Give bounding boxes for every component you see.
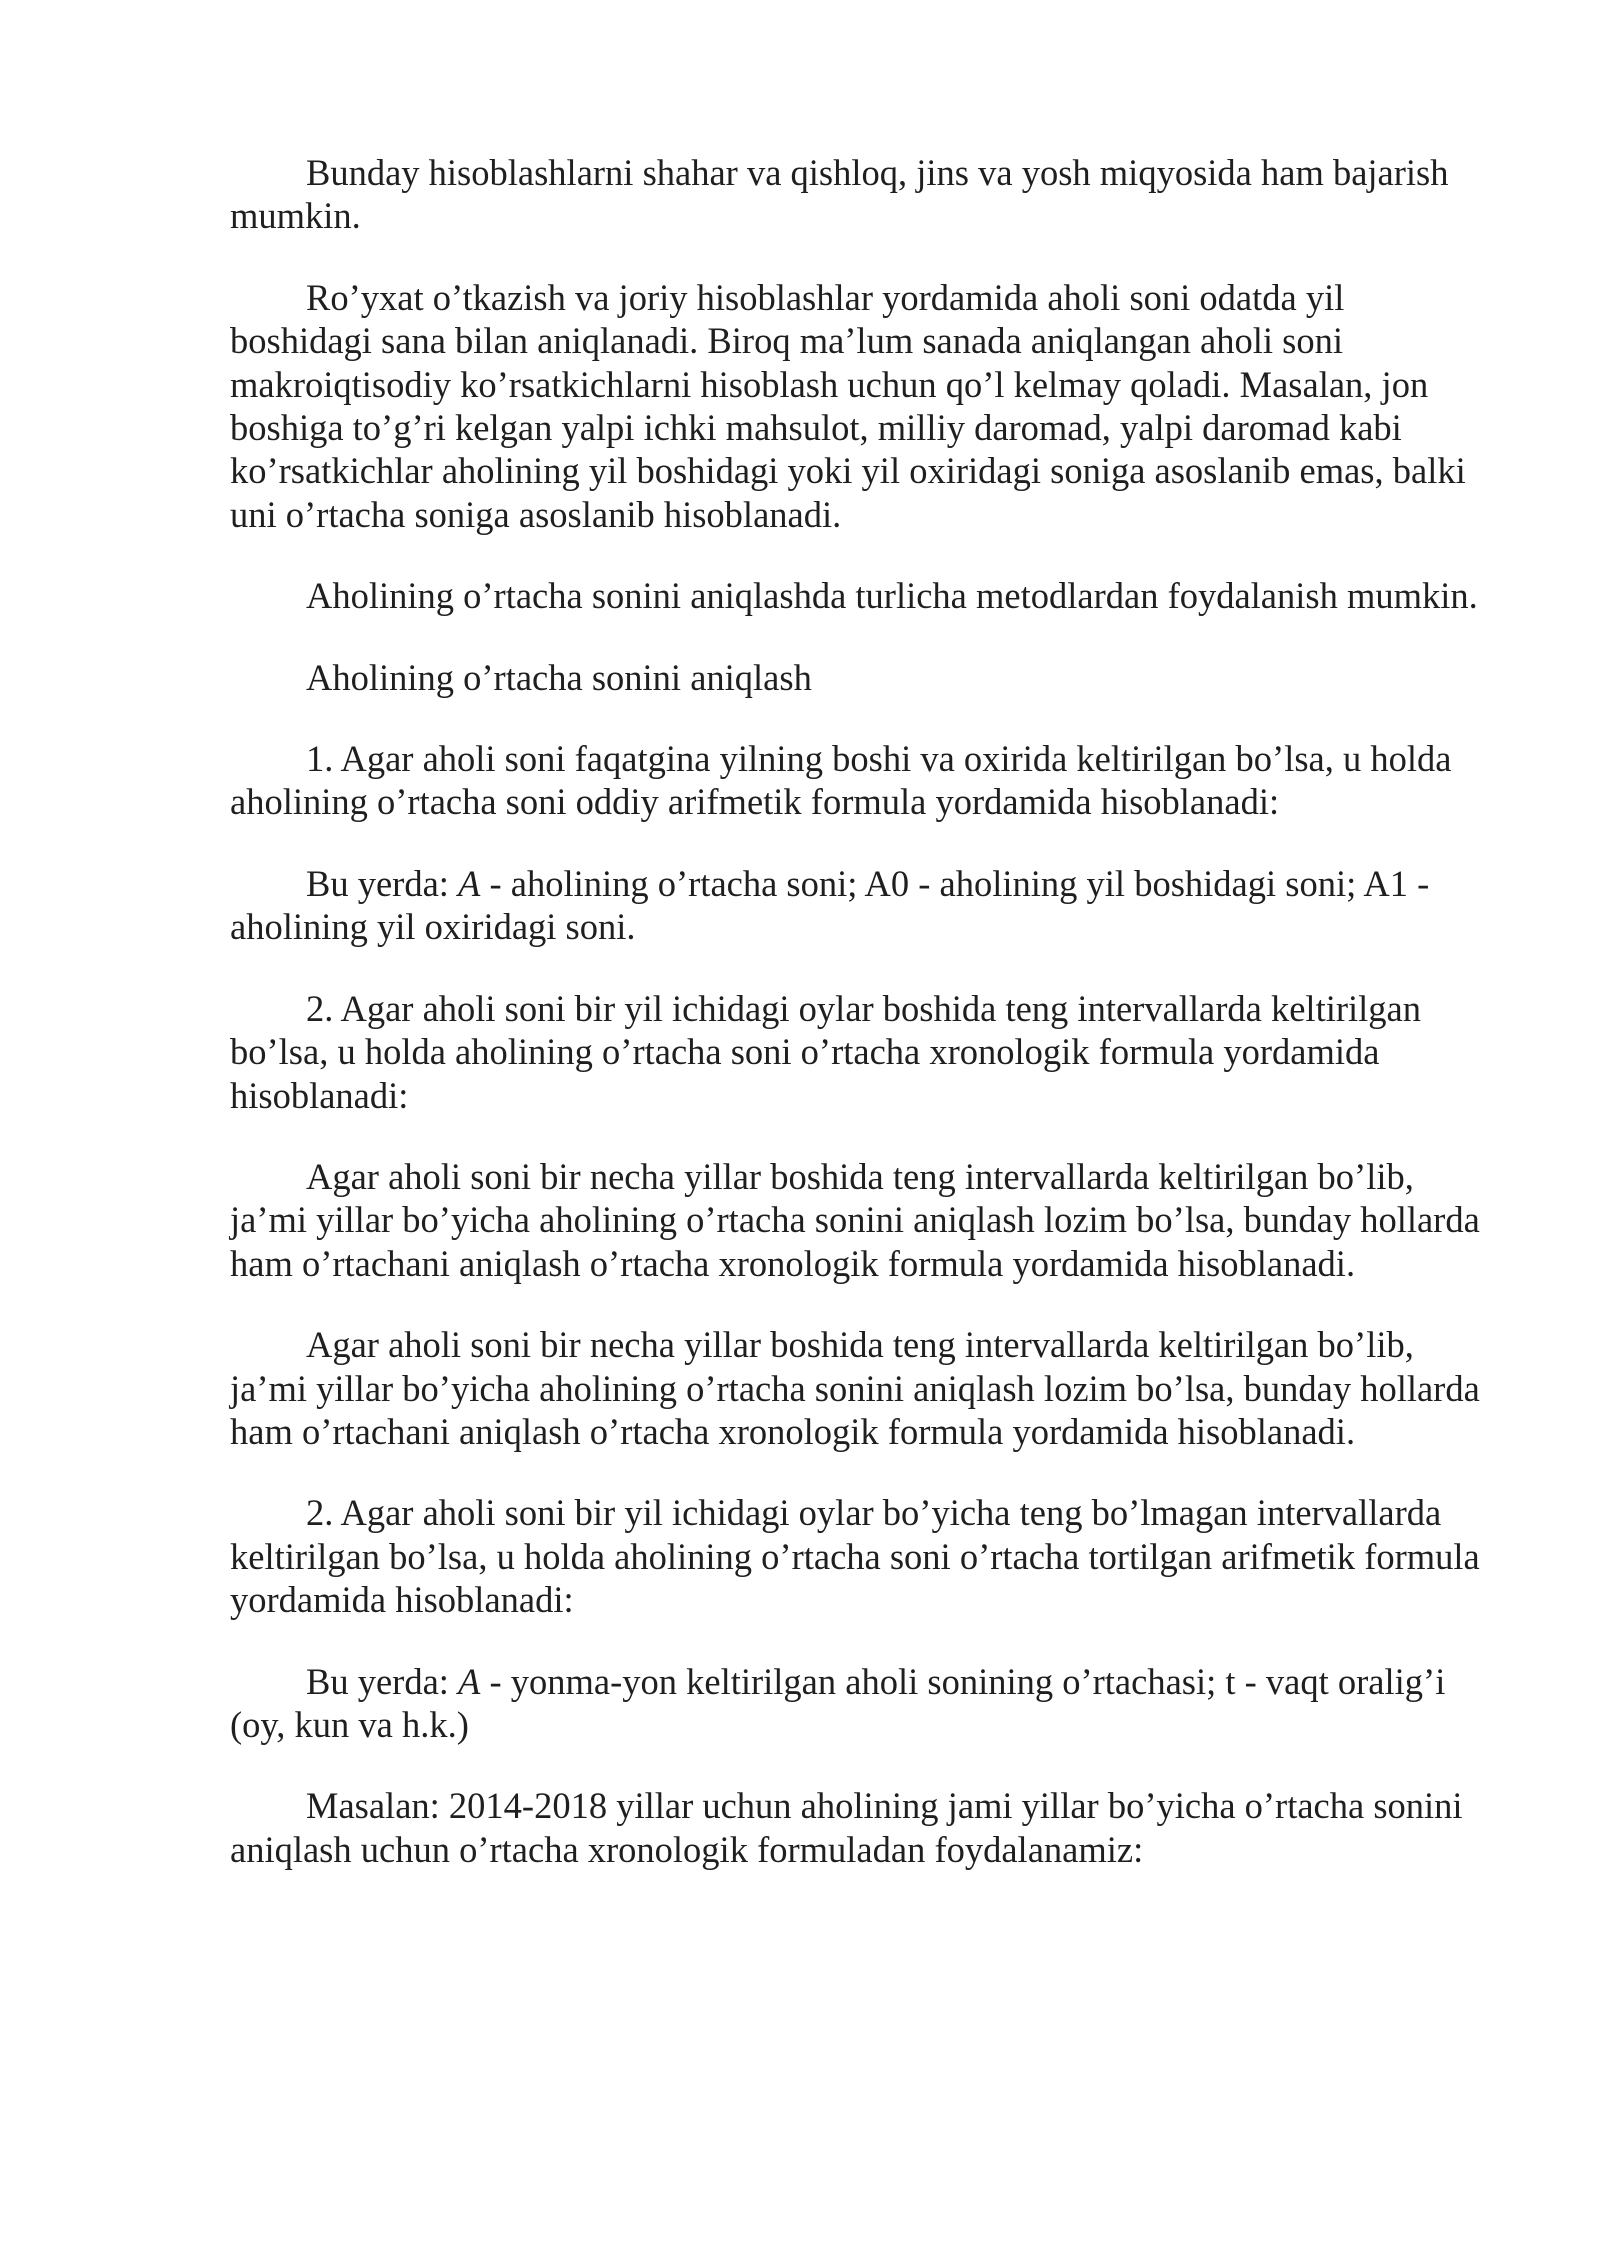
paragraph-text: Ro’yxat o’tkazish va joriy hisoblashlar yordamida aholi soni odatda yil boshidagi sana bilan aniqlanadi. Biroq ma’lum sanada aniqlangan aholi soni makroiqtisodiy ko’rsatkichlarni hisoblash uchun qo’l kelmay qoladi. Masalan, jon boshiga to’g’ri kelgan yalpi ichki mahsulot, milliy daromad, yalpi daromad kabi ko’rsatkichlar aholining yil boshidagi yoki yil oxiridagi soniga asoslanib emas, balki uni o’rtacha soniga asoslanib hisoblanadi.: [230, 276, 1466, 535]
paragraph-text: Bunday hisoblashlarni shahar va qishloq, jins va yosh miqyosida ham bajarish mumkin.: [230, 152, 1449, 237]
formula-symbol: A: [458, 862, 481, 904]
paragraph-text: Aholining o’rtacha sonini aniqlashda turlicha metodlardan foydalanish mumkin.: [306, 575, 1478, 617]
paragraph-text: 2. Agar aholi soni bir yil ichidagi oylar bo’yicha teng bo’lmagan intervallarda keltirilgan bo’lsa, u holda aholining o’rtacha soni o’rtacha tortilgan arifmetik formula yordamida hisoblanadi:: [230, 1492, 1480, 1621]
paragraph-2: [230, 276, 1492, 536]
paragraph-text: - aholining o’rtacha soni; A0 - aholining yil boshidagi soni; A1 - aholining yil oxiridagi soni.: [230, 862, 1430, 948]
paragraph-3: [230, 574, 1492, 617]
paragraph-prefix: Bu yerda:: [306, 1660, 459, 1702]
formula-symbol: A: [458, 1660, 481, 1702]
paragraph-10: [230, 1491, 1492, 1621]
paragraph-1: [230, 151, 1492, 238]
paragraph-text: Agar aholi soni bir necha yillar boshida teng intervallarda keltirilgan bo’lib, ja’mi yillar bo’yicha aholining o’rtacha sonini aniqlash lozim bo’lsa, bunday hollarda ham o’rtachani aniqlash o’rtacha xronologik formula yordamida hisoblanadi.: [230, 1155, 1480, 1284]
section-heading: [230, 656, 1492, 699]
paragraph-6: [230, 862, 1492, 949]
paragraph-text: Agar aholi soni bir necha yillar boshida teng intervallarda keltirilgan bo’lib, ja’mi yillar bo’yicha aholining o’rtacha sonini aniqlash lozim bo’lsa, bunday hollarda ham o’rtachani aniqlash o’rtacha xronologik formula yordamida hisoblanadi.: [230, 1324, 1480, 1452]
paragraph-prefix: Bu yerda:: [306, 862, 459, 904]
paragraph-text: 2. Agar aholi soni bir yil ichidagi oylar boshida teng intervallarda keltirilgan bo’lsa, u holda aholining o’rtacha soni o’rtacha xronologik formula yordamida hisoblanadi:: [230, 987, 1421, 1116]
heading-text: Aholining o’rtacha sonini aniqlash: [306, 656, 812, 698]
paragraph-text: Masalan: 2014-2018 yillar uchun aholining jami yillar bo’yicha o’rtacha sonini aniqlash uchun o’rtacha xronologik formuladan foydalanamiz:: [230, 1785, 1463, 1870]
paragraph-11: [230, 1660, 1492, 1747]
paragraph-text: - yonma-yon keltirilgan aholi sonining o’rtachasi; t - vaqt oralig’i (oy, kun va h.k.): [230, 1660, 1446, 1745]
paragraph-9: [230, 1323, 1492, 1453]
paragraph-5: [230, 737, 1492, 824]
paragraph-text: 1. Agar aholi soni faqatgina yilning boshi va oxirida keltirilgan bo’lsa, u holda aholining o’rtacha soni oddiy arifmetik formula yordamida hisoblanadi:: [230, 738, 1452, 823]
paragraph-12: [230, 1784, 1492, 1871]
document-body: [230, 151, 1492, 1909]
paragraph-8: [230, 1155, 1492, 1285]
paragraph-7: [230, 987, 1492, 1117]
